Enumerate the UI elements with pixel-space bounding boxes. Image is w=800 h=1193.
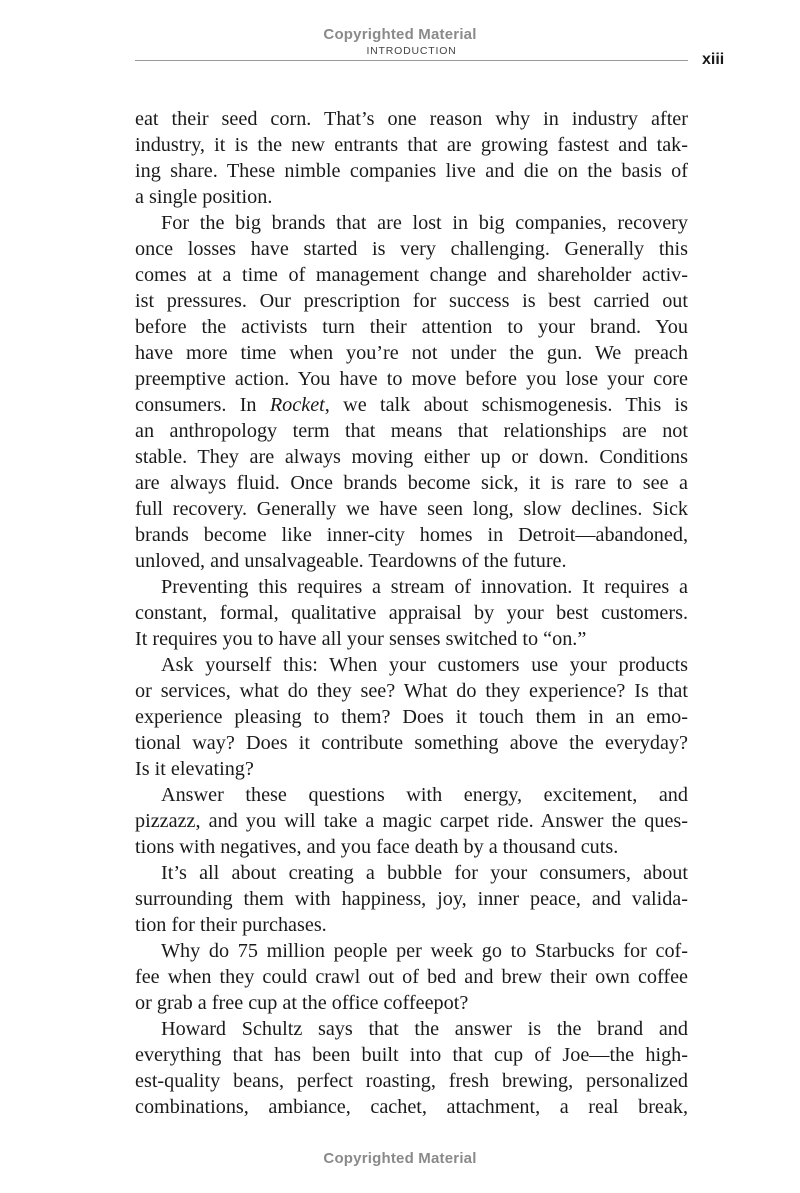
paragraph: [135, 210, 688, 574]
text-line: It’s all about creating a bubble for your consumers, about: [161, 862, 688, 884]
paragraph: [135, 1016, 688, 1120]
text-line: comes at a time of management change and shareholder activ-: [135, 264, 688, 286]
text-line: eat their seed corn. That’s one reason why in industry after: [135, 108, 688, 130]
text-line: ing share. These nimble companies live and die on the basis of: [135, 160, 688, 182]
text-line: pizzazz, and you will take a magic carpet ride. Answer the ques-: [135, 810, 688, 832]
paragraph: [135, 782, 688, 860]
text-line: or services, what do they see? What do they experience? Is that: [135, 680, 688, 702]
text-line: everything that has been built into that cup of Joe—the high-: [135, 1044, 688, 1066]
paragraph: [135, 938, 688, 1016]
text-line: full recovery. Generally we have seen long, slow declines. Sick: [135, 498, 688, 520]
text-line: Preventing this requires a stream of innovation. It requires a: [161, 576, 688, 598]
text-line: ist pressures. Our prescription for success is best carried out: [135, 290, 688, 312]
text-line: an anthropology term that means that relationships are not: [135, 420, 688, 442]
text-line: consumers. In Rocket, we talk about schismogenesis. This is: [135, 394, 688, 416]
text-line: unloved, and unsalvageable. Teardowns of the future.: [135, 550, 567, 572]
text-line: For the big brands that are lost in big companies, recovery: [161, 212, 688, 234]
text-line: brands become like inner-city homes in Detroit—abandoned,: [135, 524, 688, 546]
text-line: industry, it is the new entrants that are growing fastest and tak-: [135, 134, 688, 156]
text-line: have more time when you’re not under the gun. We preach: [135, 342, 688, 364]
running-head: INTRODUCTION: [366, 45, 457, 57]
text-line: preemptive action. You have to move before you lose your core: [135, 368, 688, 390]
text-line: Answer these questions with energy, excitement, and: [161, 784, 688, 806]
text-line: Why do 75 million people per week go to Starbucks for cof-: [161, 940, 688, 962]
text-line: are always fluid. Once brands become sick, it is rare to see a: [135, 472, 688, 494]
paragraph: [135, 106, 688, 210]
italic-title: Rocket: [269, 394, 325, 416]
text-line: combinations, ambiance, cachet, attachment, a real break,: [135, 1096, 688, 1118]
text-line: Is it elevating?: [135, 758, 254, 780]
text-line: once losses have started is very challenging. Generally this: [135, 238, 688, 260]
text-line: tions with negatives, and you face death by a thousand cuts.: [135, 836, 619, 858]
text-line: a single position.: [135, 186, 273, 208]
paragraph: [135, 574, 688, 652]
text-line: before the activists turn their attention to your brand. You: [135, 316, 688, 338]
text-line: constant, formal, qualitative appraisal by your best customers.: [135, 602, 688, 624]
text-line: or grab a free cup at the office coffeepot?: [135, 992, 469, 1014]
paragraph: [135, 652, 688, 782]
text-line: est-quality beans, perfect roasting, fresh brewing, personalized: [135, 1070, 688, 1092]
text-line: Ask yourself this: When your customers use your products: [161, 654, 688, 676]
paragraph: [135, 860, 688, 938]
text-line: tion for their purchases.: [135, 914, 327, 936]
text-line: fee when they could crawl out of bed and brew their own coffee: [135, 966, 688, 988]
text-line: Howard Schultz says that the answer is the brand and: [161, 1018, 688, 1040]
text-line: It requires you to have all your senses switched to “on.”: [135, 628, 587, 650]
copyright-watermark-top: Copyrighted Material: [323, 26, 477, 43]
header-rule: [135, 60, 688, 61]
copyright-watermark-bottom: Copyrighted Material: [323, 1150, 477, 1167]
text-line: stable. They are always moving either up or down. Conditions: [135, 446, 688, 468]
text-line: experience pleasing to them? Does it touch them in an emo-: [135, 706, 688, 728]
text-line: surrounding them with happiness, joy, inner peace, and valida-: [135, 888, 688, 910]
text-line: tional way? Does it contribute something above the everyday?: [135, 732, 688, 754]
body-text: [135, 106, 688, 1120]
page-number: xiii: [702, 51, 725, 68]
